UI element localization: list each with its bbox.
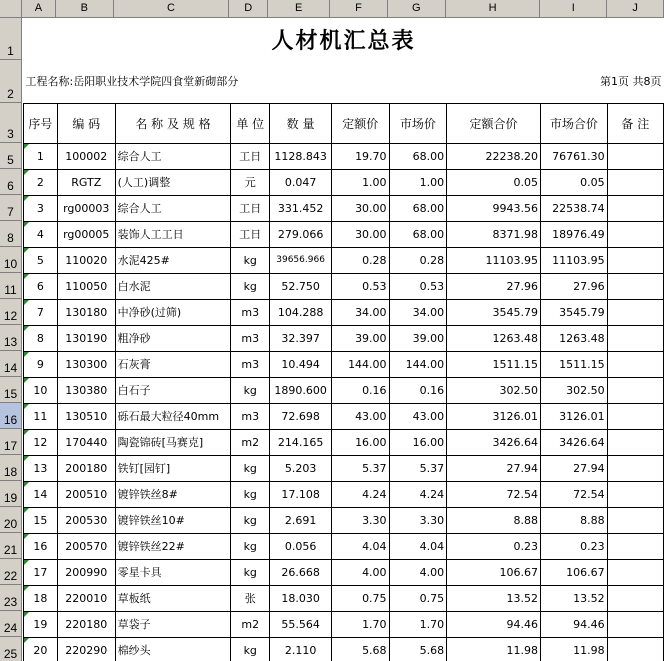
table-cell[interactable]: 3545.79 xyxy=(447,299,541,325)
table-cell[interactable]: 0.75 xyxy=(389,585,447,611)
table-cell[interactable]: 170440 xyxy=(57,429,115,455)
table-cell[interactable]: 张 xyxy=(231,585,270,611)
table-cell[interactable]: m3 xyxy=(231,351,270,377)
table-row xyxy=(24,169,664,195)
table-cell[interactable]: 94.46 xyxy=(540,611,607,637)
row-header[interactable]: 24 xyxy=(0,611,22,637)
table-cell[interactable]: 11.98 xyxy=(540,637,607,661)
table-cell[interactable]: 4.00 xyxy=(332,559,390,585)
table-cell[interactable]: 0.28 xyxy=(332,247,390,273)
table-row xyxy=(24,455,664,481)
table-cell[interactable]: 4.24 xyxy=(332,481,390,507)
table-cell[interactable]: 工日 xyxy=(231,221,270,247)
table-cell[interactable]: 11103.95 xyxy=(540,247,607,273)
table-cell[interactable]: 8.88 xyxy=(540,507,607,533)
cell-marker-icon xyxy=(24,274,29,279)
table-row xyxy=(24,403,664,429)
row-header[interactable]: 23 xyxy=(0,585,22,611)
table-cell[interactable]: 铁钉[园钉] xyxy=(115,455,231,481)
table-cell[interactable] xyxy=(607,585,663,611)
table-cell[interactable] xyxy=(607,481,663,507)
table-cell[interactable] xyxy=(607,299,663,325)
cell-marker-icon xyxy=(24,326,29,331)
table-cell[interactable]: 0.53 xyxy=(389,273,447,299)
table-cell[interactable]: 20 xyxy=(24,637,58,661)
table-cell[interactable] xyxy=(607,429,663,455)
table-row xyxy=(24,221,664,247)
col-header-c[interactable]: C xyxy=(114,0,230,17)
row-header[interactable]: 16 xyxy=(0,403,22,429)
table-cell[interactable]: 8.88 xyxy=(447,507,541,533)
table-cell[interactable]: 白石子 xyxy=(115,377,231,403)
cell-marker-icon xyxy=(24,638,29,643)
table-cell[interactable] xyxy=(607,403,663,429)
table-cell[interactable]: kg xyxy=(231,377,270,403)
table-cell[interactable]: 棉纱头 xyxy=(115,637,231,661)
table-cell[interactable] xyxy=(607,455,663,481)
table-row xyxy=(24,377,664,403)
table-cell[interactable]: 220290 xyxy=(57,637,115,661)
table-cell[interactable]: 5 xyxy=(24,247,58,273)
table-cell[interactable]: 13.52 xyxy=(540,585,607,611)
header-cell[interactable]: 备 注 xyxy=(607,103,663,143)
table-cell[interactable]: 3545.79 xyxy=(540,299,607,325)
table-cell[interactable]: 302.50 xyxy=(540,377,607,403)
table-cell[interactable]: 工日 xyxy=(231,143,270,169)
table-cell[interactable]: 302.50 xyxy=(447,377,541,403)
table-cell[interactable]: 100002 xyxy=(57,143,115,169)
table-cell[interactable]: 镀锌铁丝8# xyxy=(115,481,231,507)
cell-marker-icon xyxy=(24,586,29,591)
table-cell[interactable]: 13 xyxy=(24,455,58,481)
table-cell[interactable]: 1263.48 xyxy=(447,325,541,351)
cell-marker-icon xyxy=(24,430,29,435)
table-cell[interactable]: 34.00 xyxy=(332,299,390,325)
row-header[interactable]: 25 xyxy=(0,637,22,661)
table-cell[interactable]: 30.00 xyxy=(332,195,390,221)
cell-marker-icon xyxy=(24,404,29,409)
table-cell[interactable]: 1511.15 xyxy=(540,351,607,377)
cell-marker-icon xyxy=(24,482,29,487)
header-cell[interactable]: 编 码 xyxy=(57,103,115,143)
table-cell[interactable]: 0.75 xyxy=(332,585,390,611)
table-cell[interactable]: 15 xyxy=(24,507,58,533)
table-cell[interactable]: 32.397 xyxy=(270,325,332,351)
table-row xyxy=(24,351,664,377)
column-header-bar xyxy=(0,0,664,18)
table-cell[interactable]: 18976.49 xyxy=(540,221,607,247)
table-cell[interactable]: m3 xyxy=(231,403,270,429)
table-cell[interactable]: 草板纸 xyxy=(115,585,231,611)
table-cell[interactable]: 4.04 xyxy=(332,533,390,559)
table-cell[interactable]: 19 xyxy=(24,611,58,637)
col-header-g[interactable]: G xyxy=(388,0,446,17)
table-cell[interactable]: 94.46 xyxy=(447,611,541,637)
table-cell[interactable]: 8371.98 xyxy=(447,221,541,247)
col-header-b[interactable]: B xyxy=(56,0,114,17)
table-cell[interactable]: 200570 xyxy=(57,533,115,559)
table-cell[interactable]: 4.04 xyxy=(389,533,447,559)
table-cell[interactable]: 1890.600 xyxy=(270,377,332,403)
sheet-title[interactable]: 人材机汇总表 xyxy=(271,27,416,54)
table-cell[interactable] xyxy=(607,377,663,403)
table-cell[interactable]: 144.00 xyxy=(389,351,447,377)
table-row xyxy=(24,507,664,533)
table-cell[interactable]: 0.23 xyxy=(447,533,541,559)
table-cell[interactable] xyxy=(607,351,663,377)
table-cell[interactable] xyxy=(607,637,663,661)
table-cell[interactable]: 27.96 xyxy=(447,273,541,299)
table-cell[interactable]: 工日 xyxy=(231,195,270,221)
table-cell[interactable]: 2.110 xyxy=(270,637,332,661)
table-cell[interactable]: 7 xyxy=(24,299,58,325)
table-cell[interactable]: 3 xyxy=(24,195,58,221)
table-cell[interactable]: 0.16 xyxy=(389,377,447,403)
table-cell[interactable]: 10 xyxy=(24,377,58,403)
table-cell[interactable]: 1.00 xyxy=(332,169,390,195)
table-cell[interactable] xyxy=(607,507,663,533)
table-cell[interactable]: 16.00 xyxy=(389,429,447,455)
table-cell[interactable]: 5.68 xyxy=(389,637,447,661)
header-cell[interactable]: 市场合价 xyxy=(540,103,607,143)
table-cell[interactable]: 1 xyxy=(24,143,58,169)
table-cell[interactable]: 1511.15 xyxy=(447,351,541,377)
cell-marker-icon xyxy=(24,352,29,357)
table-cell[interactable]: 石灰膏 xyxy=(115,351,231,377)
table-cell[interactable]: 104.288 xyxy=(270,299,332,325)
table-cell[interactable]: 0.05 xyxy=(447,169,541,195)
table-cell[interactable]: 106.67 xyxy=(447,559,541,585)
table-row xyxy=(24,481,664,507)
table-cell[interactable]: 9943.56 xyxy=(447,195,541,221)
table-cell[interactable] xyxy=(607,325,663,351)
table-cell[interactable]: 34.00 xyxy=(389,299,447,325)
table-cell[interactable]: 6 xyxy=(24,273,58,299)
table-cell[interactable]: 110020 xyxy=(57,247,115,273)
row-header[interactable]: 8 xyxy=(0,221,22,247)
table-cell[interactable]: 130510 xyxy=(57,403,115,429)
cell-marker-icon xyxy=(24,196,29,201)
cell-marker-icon xyxy=(24,612,29,617)
table-cell[interactable]: 68.00 xyxy=(389,221,447,247)
table-cell[interactable]: 9 xyxy=(24,351,58,377)
table-cell[interactable]: 8 xyxy=(24,325,58,351)
row-header[interactable]: 22 xyxy=(0,559,22,585)
table-cell[interactable]: 220180 xyxy=(57,611,115,637)
table-cell[interactable]: 11.98 xyxy=(447,637,541,661)
table-cell[interactable]: 279.066 xyxy=(270,221,332,247)
table-cell[interactable]: 元 xyxy=(231,169,270,195)
row-header[interactable]: 6 xyxy=(0,169,22,195)
table-cell[interactable]: 52.750 xyxy=(270,273,332,299)
table-cell[interactable]: 18.030 xyxy=(270,585,332,611)
row-header[interactable]: 7 xyxy=(0,195,22,221)
table-cell[interactable]: 5.203 xyxy=(270,455,332,481)
table-row xyxy=(24,611,664,637)
table-cell[interactable]: 0.53 xyxy=(332,273,390,299)
table-cell[interactable]: m3 xyxy=(231,325,270,351)
table-cell[interactable]: 30.00 xyxy=(332,221,390,247)
row-header[interactable]: 21 xyxy=(0,533,22,559)
table-cell[interactable]: 72.54 xyxy=(540,481,607,507)
table-row xyxy=(24,195,664,221)
table-cell[interactable] xyxy=(607,533,663,559)
table-cell[interactable]: 16.00 xyxy=(332,429,390,455)
table-row xyxy=(24,429,664,455)
table-cell[interactable]: m2 xyxy=(231,429,270,455)
cell-marker-icon xyxy=(24,144,29,149)
table-cell[interactable]: 19.70 xyxy=(332,143,390,169)
table-cell[interactable]: 4.00 xyxy=(389,559,447,585)
row-header[interactable]: 11 xyxy=(0,273,22,299)
row-header[interactable]: 2 xyxy=(0,60,22,103)
table-cell[interactable]: 130380 xyxy=(57,377,115,403)
table-cell[interactable]: 144.00 xyxy=(332,351,390,377)
table-cell[interactable]: 39.00 xyxy=(389,325,447,351)
table-cell[interactable] xyxy=(607,247,663,273)
row-header[interactable]: 18 xyxy=(0,455,22,481)
row-header[interactable]: 1 xyxy=(0,18,22,60)
row-header[interactable]: 19 xyxy=(0,481,22,507)
table-cell[interactable]: 26.668 xyxy=(270,559,332,585)
table-cell[interactable]: m3 xyxy=(231,299,270,325)
table-row xyxy=(24,585,664,611)
table-cell[interactable]: 2 xyxy=(24,169,58,195)
table-cell[interactable]: 106.67 xyxy=(540,559,607,585)
col-header-f[interactable]: F xyxy=(330,0,388,17)
table-cell[interactable]: 200510 xyxy=(57,481,115,507)
cell-marker-icon xyxy=(24,456,29,461)
row-header[interactable]: 15 xyxy=(0,377,22,403)
table-cell[interactable]: 14 xyxy=(24,481,58,507)
table-cell[interactable]: 331.452 xyxy=(270,195,332,221)
table-cell[interactable]: 43.00 xyxy=(389,403,447,429)
table-cell[interactable]: 0.05 xyxy=(540,169,607,195)
table-cell[interactable]: 1.00 xyxy=(389,169,447,195)
table-cell[interactable]: 39656.966 xyxy=(270,247,332,273)
table-cell[interactable]: 10.494 xyxy=(270,351,332,377)
header-cell[interactable]: 数 量 xyxy=(270,103,332,143)
table-cell[interactable]: 1263.48 xyxy=(540,325,607,351)
cell-marker-icon xyxy=(24,534,29,539)
table-cell[interactable]: 18 xyxy=(24,585,58,611)
table-cell[interactable]: 砾石最大粒径40mm xyxy=(115,403,231,429)
header-cell[interactable]: 市场价 xyxy=(389,103,447,143)
table-cell[interactable] xyxy=(607,611,663,637)
table-cell[interactable]: 68.00 xyxy=(389,143,447,169)
table-cell[interactable]: 200530 xyxy=(57,507,115,533)
table-cell[interactable]: 17 xyxy=(24,559,58,585)
table-cell[interactable] xyxy=(607,143,663,169)
cell-marker-icon xyxy=(24,222,29,227)
table-cell[interactable]: 27.94 xyxy=(447,455,541,481)
row-header[interactable]: 20 xyxy=(0,507,22,533)
table-cell[interactable] xyxy=(607,273,663,299)
table-cell[interactable]: (人工)调整 xyxy=(115,169,231,195)
table-cell[interactable]: kg xyxy=(231,273,270,299)
table-cell[interactable]: kg xyxy=(231,507,270,533)
table-cell[interactable]: 草袋子 xyxy=(115,611,231,637)
table-cell[interactable]: kg xyxy=(231,533,270,559)
table-cell[interactable]: RGTZ xyxy=(57,169,115,195)
table-cell[interactable]: 3126.01 xyxy=(540,403,607,429)
table-cell[interactable]: 68.00 xyxy=(389,195,447,221)
table-cell[interactable]: 220010 xyxy=(57,585,115,611)
page-info[interactable]: 第1页 共8页 xyxy=(600,75,662,89)
col-header-d[interactable]: D xyxy=(229,0,268,17)
table-header-row xyxy=(24,103,664,143)
table-cell[interactable]: 16 xyxy=(24,533,58,559)
table-cell[interactable]: 110050 xyxy=(57,273,115,299)
table-cell[interactable]: 零星卡具 xyxy=(115,559,231,585)
table-cell[interactable]: rg00003 xyxy=(57,195,115,221)
cell-marker-icon xyxy=(24,560,29,565)
table-cell[interactable]: 39.00 xyxy=(332,325,390,351)
table-cell[interactable]: 5.37 xyxy=(389,455,447,481)
table-cell[interactable]: 130190 xyxy=(57,325,115,351)
table-cell[interactable]: 3.30 xyxy=(389,507,447,533)
table-row xyxy=(24,299,664,325)
row-header[interactable]: 3 xyxy=(0,103,22,143)
table-cell[interactable]: 白水泥 xyxy=(115,273,231,299)
table-cell[interactable]: 陶瓷锦砖[马赛克] xyxy=(115,429,231,455)
row-header[interactable]: 10 xyxy=(0,247,22,273)
table-cell[interactable]: 27.94 xyxy=(540,455,607,481)
table-cell[interactable]: m2 xyxy=(231,611,270,637)
cell-marker-icon xyxy=(24,248,29,253)
table-row xyxy=(24,637,664,661)
table-cell[interactable] xyxy=(607,195,663,221)
cell-marker-icon xyxy=(24,170,29,175)
table-cell[interactable]: 5.68 xyxy=(332,637,390,661)
table-cell[interactable]: 11 xyxy=(24,403,58,429)
table-cell[interactable]: 1128.843 xyxy=(270,143,332,169)
table-cell[interactable]: 0.23 xyxy=(540,533,607,559)
table-cell[interactable]: 0.047 xyxy=(270,169,332,195)
table-row xyxy=(24,273,664,299)
table-cell[interactable]: 214.165 xyxy=(270,429,332,455)
table-cell[interactable]: 13.52 xyxy=(447,585,541,611)
table-cell[interactable]: 72.54 xyxy=(447,481,541,507)
table-cell[interactable]: 5.37 xyxy=(332,455,390,481)
table-cell[interactable]: 200180 xyxy=(57,455,115,481)
header-cell[interactable]: 定额合价 xyxy=(447,103,541,143)
table-cell[interactable]: 0.056 xyxy=(270,533,332,559)
table-cell[interactable]: 17.108 xyxy=(270,481,332,507)
table-cell[interactable]: 综合人工 xyxy=(115,195,231,221)
table-cell[interactable]: kg xyxy=(231,455,270,481)
table-cell[interactable]: 中净砂(过筛) xyxy=(115,299,231,325)
table-cell[interactable]: 镀锌铁丝10# xyxy=(115,507,231,533)
table-row xyxy=(24,143,664,169)
table-cell[interactable]: 200990 xyxy=(57,559,115,585)
table-cell[interactable] xyxy=(607,559,663,585)
table-cell[interactable]: kg xyxy=(231,247,270,273)
table-cell[interactable] xyxy=(607,221,663,247)
table-cell[interactable]: 2.691 xyxy=(270,507,332,533)
table-cell[interactable]: 72.698 xyxy=(270,403,332,429)
table-cell[interactable]: 22238.20 xyxy=(447,143,541,169)
project-name[interactable]: 工程名称:岳阳职业技术学院四食堂新砌部分 xyxy=(25,75,239,89)
row-header[interactable]: 14 xyxy=(0,351,22,377)
table-cell[interactable]: 镀锌铁丝22# xyxy=(115,533,231,559)
col-header-h[interactable]: H xyxy=(446,0,541,17)
table-cell[interactable]: 粗净砂 xyxy=(115,325,231,351)
table-cell[interactable]: 1.70 xyxy=(389,611,447,637)
row-header-bar xyxy=(0,18,22,661)
table-cell[interactable]: 4 xyxy=(24,221,58,247)
row-header[interactable]: 13 xyxy=(0,325,22,351)
header-cell[interactable]: 序号 xyxy=(24,103,58,143)
table-cell[interactable]: 27.96 xyxy=(540,273,607,299)
table-cell[interactable]: 55.564 xyxy=(270,611,332,637)
header-cell[interactable]: 定额价 xyxy=(332,103,390,143)
row-header[interactable]: 17 xyxy=(0,429,22,455)
cell-grid xyxy=(23,18,664,661)
table-cell[interactable]: 22538.74 xyxy=(540,195,607,221)
table-cell[interactable]: 3426.64 xyxy=(540,429,607,455)
table-cell[interactable]: 1.70 xyxy=(332,611,390,637)
table-cell[interactable]: 43.00 xyxy=(332,403,390,429)
col-header-e[interactable]: E xyxy=(268,0,330,17)
table-cell[interactable]: 水泥425# xyxy=(115,247,231,273)
table-cell[interactable]: 130180 xyxy=(57,299,115,325)
table-row xyxy=(24,325,664,351)
cell-marker-icon xyxy=(24,508,29,513)
row-header[interactable]: 5 xyxy=(0,143,22,169)
header-cell[interactable]: 单 位 xyxy=(231,103,270,143)
table-cell[interactable]: 4.24 xyxy=(389,481,447,507)
col-header-a[interactable]: A xyxy=(22,0,56,17)
table-cell[interactable]: kg xyxy=(231,637,270,661)
table-cell[interactable]: 11103.95 xyxy=(447,247,541,273)
table-cell[interactable] xyxy=(607,169,663,195)
col-header-i[interactable]: I xyxy=(540,0,607,17)
table-row xyxy=(24,559,664,585)
table-cell[interactable]: 3426.64 xyxy=(447,429,541,455)
table-cell[interactable]: 130300 xyxy=(57,351,115,377)
table-cell[interactable]: 3126.01 xyxy=(447,403,541,429)
table-cell[interactable]: 12 xyxy=(24,429,58,455)
table-cell[interactable]: rg00005 xyxy=(57,221,115,247)
table-cell[interactable]: 0.28 xyxy=(389,247,447,273)
table-cell[interactable]: 综合人工 xyxy=(115,143,231,169)
table-cell[interactable]: 3.30 xyxy=(332,507,390,533)
header-cell[interactable]: 名 称 及 规 格 xyxy=(115,103,231,143)
cell-marker-icon xyxy=(24,378,29,383)
col-header-j[interactable]: J xyxy=(607,0,664,17)
table-cell[interactable]: kg xyxy=(231,559,270,585)
table-cell[interactable]: kg xyxy=(231,481,270,507)
row-header[interactable]: 12 xyxy=(0,299,22,325)
cell-marker-icon xyxy=(24,300,29,305)
table-cell[interactable]: 0.16 xyxy=(332,377,390,403)
table-row xyxy=(24,533,664,559)
select-all-corner[interactable] xyxy=(0,0,22,17)
table-cell[interactable]: 装饰人工工日 xyxy=(115,221,231,247)
table-row xyxy=(24,247,664,273)
table-cell[interactable]: 76761.30 xyxy=(540,143,607,169)
